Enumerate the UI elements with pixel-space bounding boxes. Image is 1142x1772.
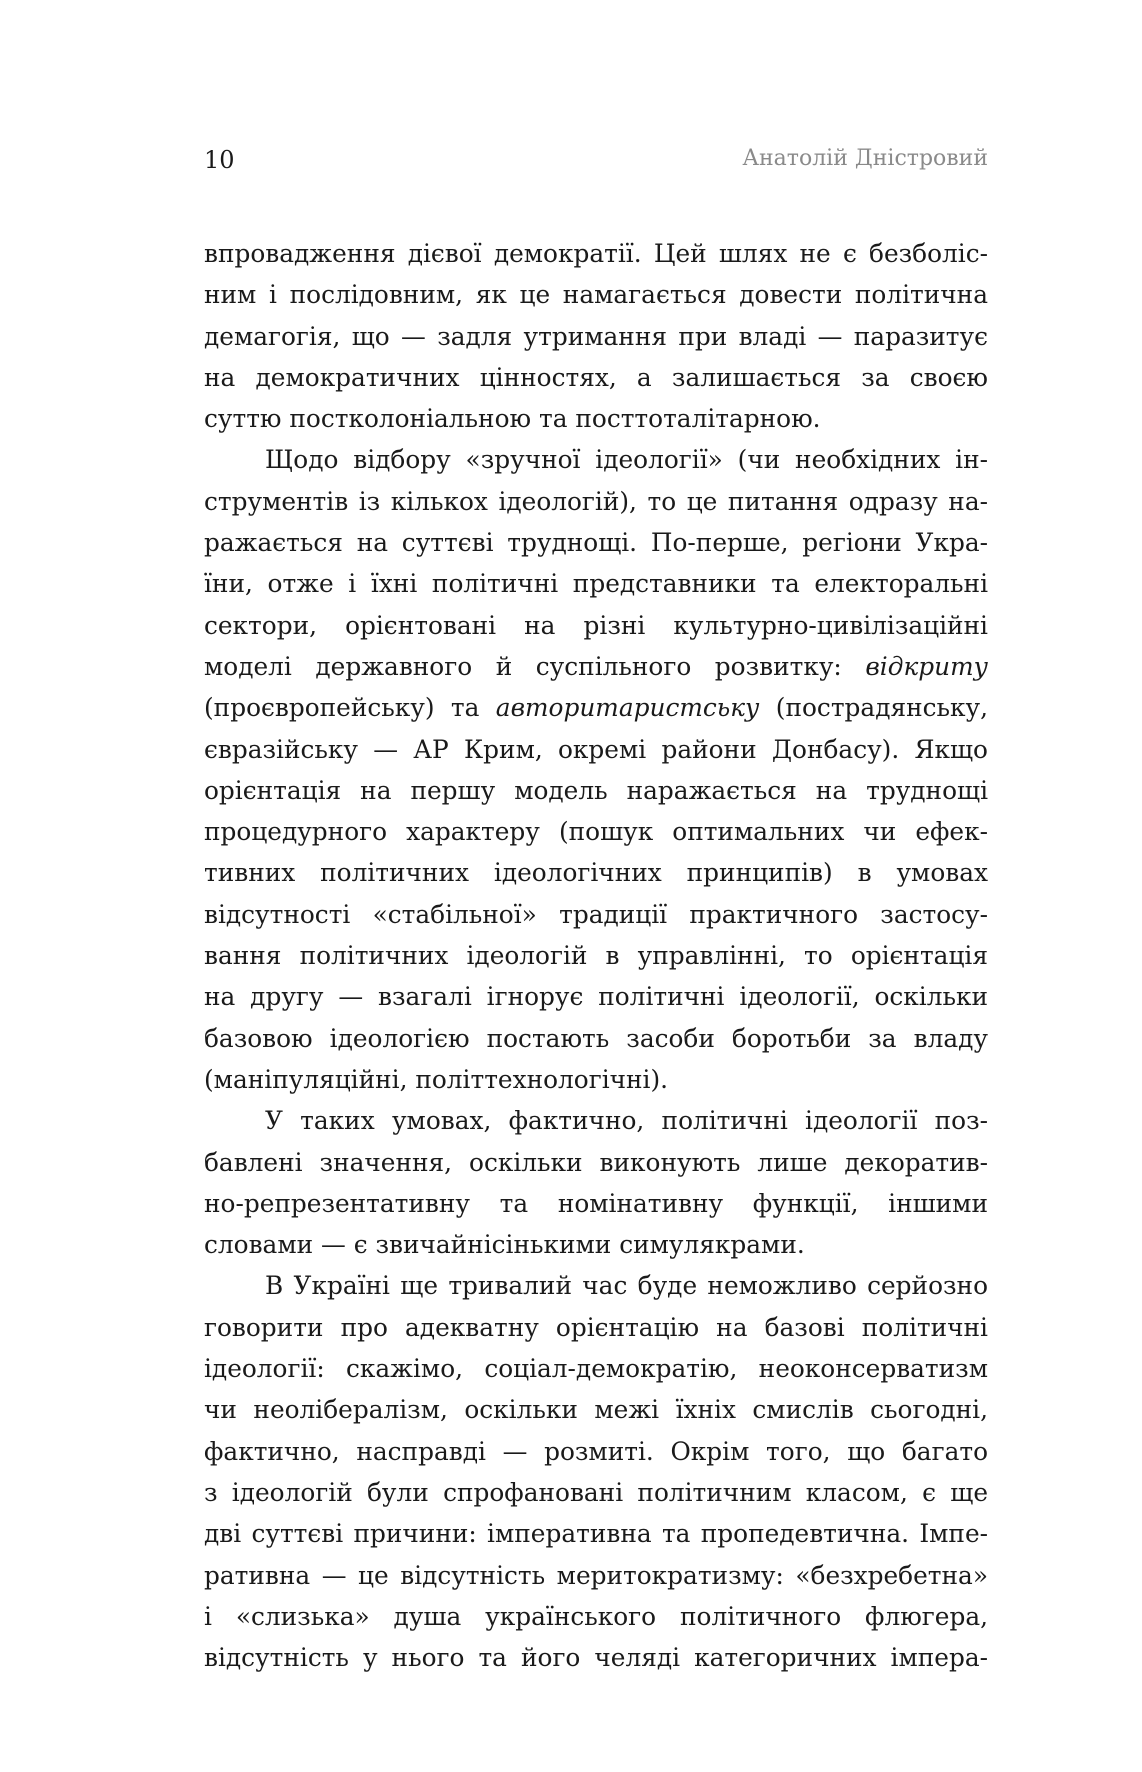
italic-term: відкриту bbox=[865, 651, 988, 681]
paragraph-end-line: (маніпуляційні, політтехнологічні). bbox=[204, 1064, 669, 1094]
paragraph-first-line: У таких умовах, фактично, політичні ідеології поз- bbox=[265, 1106, 988, 1136]
text-line: говорити про адекватну орієнтацію на базові політичні bbox=[204, 1312, 988, 1342]
text-line: євразійську — АР Крим, окремі райони Донбасу). Якщо bbox=[204, 734, 988, 764]
text-line: струментів із кількох ідеологій), то це питання одразу на- bbox=[204, 486, 988, 516]
text-line: і «слизька» душа українського політичного флюгера, bbox=[204, 1601, 988, 1631]
text-line: відсутність у нього та його челяді категоричних імпера- bbox=[204, 1643, 988, 1673]
text-line: відсутності «стабільної» традиції практичного застосу- bbox=[204, 899, 988, 929]
paragraph-end-line: словами — є звичайнісінькими симулякрами. bbox=[204, 1230, 805, 1260]
text-line: бавлені значення, оскільки виконують лише декоратив- bbox=[204, 1147, 988, 1177]
running-head bbox=[204, 146, 988, 186]
paragraph-first-line: Щодо відбору «зручної ідеології» (чи необхідних ін- bbox=[265, 445, 988, 475]
text-line: но-репрезентативну та номінативну функції, іншими bbox=[204, 1188, 988, 1218]
italic-term: авторитаристську bbox=[495, 693, 760, 723]
paragraph-first-line: В Україні ще тривалий час буде неможливо серйозно bbox=[265, 1271, 988, 1301]
text-line: на другу — взагалі ігнорує політичні ідеології, оскільки bbox=[204, 982, 988, 1012]
text-line: на демократичних цінностях, а залишається за своєю bbox=[204, 362, 988, 392]
text-line: їни, отже і їхні політичні представники та електоральні bbox=[204, 569, 988, 599]
text-line: ражається на суттєві труднощі. По-перше, регіони Укра- bbox=[204, 528, 988, 558]
text-line: ративна — це відсутність меритократизму: «безхребетна» bbox=[204, 1560, 988, 1590]
text-line: дві суттєві причини: імперативна та пропедевтична. Імпе- bbox=[204, 1519, 988, 1549]
page-number: 10 bbox=[204, 146, 235, 174]
body-text bbox=[204, 233, 988, 1678]
text-line: процедурного характеру (пошук оптимальних чи ефек- bbox=[204, 817, 988, 847]
text-line: фактично, насправді — розмиті. Окрім того, що багато bbox=[204, 1436, 988, 1466]
text-line: з ідеологій були спрофановані політичним класом, є ще bbox=[204, 1477, 988, 1507]
text-line: ним і послідовним, як це намагається довести політична bbox=[204, 280, 988, 310]
paragraph-end-line: суттю постколоніальною та посттоталітарною. bbox=[204, 404, 821, 434]
text-line: базовою ідеологією постають засоби боротьби за владу bbox=[204, 1023, 988, 1053]
text-line: сектори, орієнтовані на різні культурно-цивілізаційні bbox=[204, 610, 988, 640]
text-line: демагогія, що — задля утримання при владі — паразитує bbox=[204, 321, 988, 351]
running-head-author: Анатолій Дністровий bbox=[742, 146, 988, 171]
text-line: (проєвропейську) та авторитаристську (пострадянську, bbox=[204, 693, 988, 723]
text-line: тивних політичних ідеологічних принципів) в умовах bbox=[204, 858, 988, 888]
text-line: впровадження дієвої демократії. Цей шлях не є безболіс- bbox=[204, 239, 988, 268]
text-line: ідеології: скажімо, соціал-демократію, неоконсерватизм bbox=[204, 1354, 988, 1384]
text-line: вання політичних ідеологій в управлінні, то орієнтація bbox=[204, 941, 988, 971]
text-line: чи неолібералізм, оскільки межі їхніх смислів сьогодні, bbox=[204, 1395, 988, 1425]
text-line: орієнтація на першу модель наражається на труднощі bbox=[204, 775, 988, 805]
text-line: моделі державного й суспільного розвитку: відкриту bbox=[204, 651, 988, 681]
